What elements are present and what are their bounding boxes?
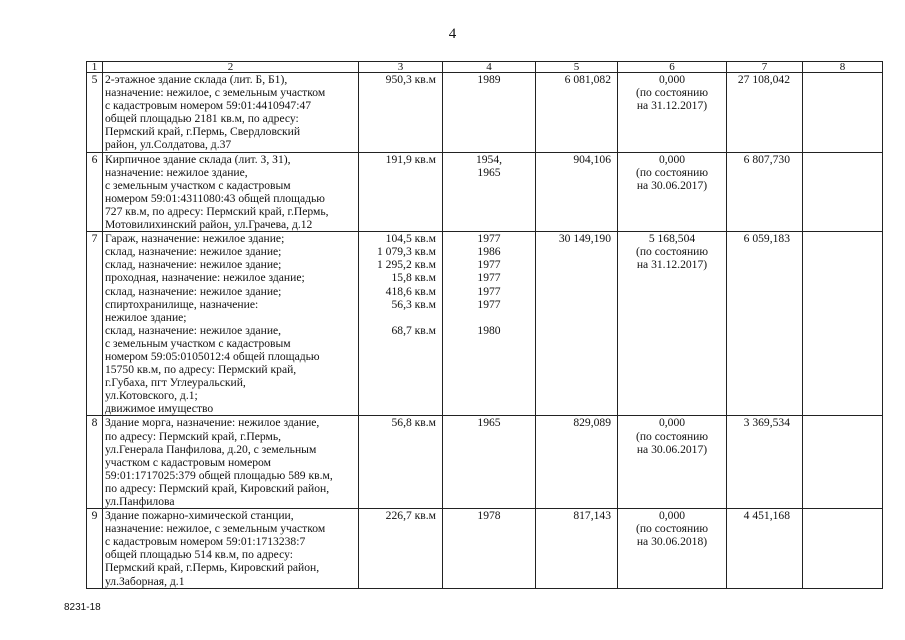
status-cell: [618, 232, 727, 416]
cell-line: 0,000: [658, 152, 686, 166]
cell-line: склад, назначение: нежилое здание;: [105, 245, 282, 259]
property-table: [86, 61, 883, 589]
cell-line: 191,9 кв.м: [385, 152, 436, 166]
cell-line: с кадастровым номером 59:01:1713238:7: [105, 535, 306, 549]
row-number: 6: [87, 152, 103, 232]
cell-line: на 30.06.2018): [636, 535, 708, 549]
cell-line: район, ул.Солдатова, д.37: [105, 138, 232, 152]
cell-line: проходная, назначение: нежилое здание;: [105, 271, 305, 285]
cell-line: 0,000: [658, 509, 686, 523]
cell-line: 5 168,504: [648, 232, 696, 246]
row-number: 7: [87, 232, 103, 416]
cell-line: ул.Котовского, д.1;: [105, 389, 198, 403]
page-number: 4: [448, 26, 457, 42]
amount-cell: [727, 509, 803, 589]
cell-line: 6 059,183: [743, 232, 790, 246]
cell-line: 1977: [477, 297, 501, 311]
year-cell: [443, 232, 536, 416]
value-cell: [536, 509, 618, 589]
cell-line: (по состоянию: [635, 165, 709, 179]
cell-line: на 30.06.2017): [636, 442, 708, 456]
cell-line: Гараж, назначение: нежилое здание;: [105, 232, 285, 246]
area-cell: [359, 416, 443, 509]
cell-line: Пермский край, г.Пермь, Свердловский: [105, 125, 301, 139]
empty-cell: [803, 232, 883, 416]
value-cell: [536, 73, 618, 153]
column-number: 6: [618, 62, 727, 73]
cell-line: Здание пожарно-химической станции,: [105, 509, 294, 523]
year-cell: [443, 152, 536, 232]
cell-line: (по состоянию: [635, 245, 709, 259]
property-description: [103, 232, 359, 416]
cell-line: 68,7 кв.м: [391, 323, 436, 337]
cell-line: 15,8 кв.м: [391, 271, 436, 285]
cell-line: 727 кв.м, по адресу: Пермский край, г.Пермь,: [105, 204, 329, 218]
amount-cell: [727, 232, 803, 416]
cell-line: 1965: [477, 416, 501, 430]
cell-line: склад, назначение: нежилое здание;: [105, 258, 282, 272]
amount-cell: [727, 152, 803, 232]
property-description: [103, 509, 359, 589]
table-row: [87, 232, 883, 416]
cell-line: движимое имущество: [105, 402, 214, 416]
cell-line: ул.Генерала Панфилова, д.20, с земельным: [105, 442, 317, 456]
table-row: [87, 73, 883, 153]
cell-line: 56,8 кв.м: [391, 416, 436, 430]
status-cell: [618, 509, 727, 589]
row-number: 9: [87, 509, 103, 589]
area-cell: [359, 232, 443, 416]
column-number: 2: [103, 62, 359, 73]
cell-line: 6 081,082: [564, 73, 611, 86]
cell-line: на 31.12.2017): [636, 258, 708, 272]
cell-line: 30 149,190: [558, 232, 611, 246]
cell-line: 59:01:1717025:379 общей площадью 589 кв.м,: [105, 468, 333, 482]
cell-line: 3 369,534: [743, 416, 790, 430]
value-cell: [536, 152, 618, 232]
cell-line: Мотовилихинский район, ул.Грачева, д.12: [105, 218, 313, 232]
area-cell: [359, 152, 443, 232]
column-number: 7: [727, 62, 803, 73]
cell-line: 27 108,042: [737, 73, 790, 86]
value-cell: [536, 416, 618, 509]
cell-line: склад, назначение: нежилое здание,: [105, 323, 282, 337]
cell-line: г.Губаха, пгт Углеуральский,: [105, 376, 246, 390]
cell-line: склад, назначение: нежилое здание;: [105, 284, 282, 298]
cell-line: номером 59:05:0105012:4 общей площадью: [105, 349, 320, 363]
status-cell: [618, 416, 727, 509]
column-number: 4: [443, 62, 536, 73]
cell-line: 904,106: [573, 152, 611, 166]
table-row: [87, 509, 883, 589]
cell-line: назначение: нежилое, с земельным участком: [105, 86, 326, 100]
cell-line: Пермский край, г.Пермь, Кировский район,: [105, 561, 320, 575]
year-cell: [443, 73, 536, 153]
empty-cell: [803, 152, 883, 232]
cell-line: 226,7 кв.м: [385, 509, 436, 523]
cell-line: 56,3 кв.м: [391, 297, 436, 311]
empty-cell: [803, 73, 883, 153]
column-number: 1: [87, 62, 103, 73]
column-number: 8: [803, 62, 883, 73]
table-row: [87, 152, 883, 232]
cell-line: 6 807,730: [743, 152, 790, 166]
cell-line: с земельным участком с кадастровым: [105, 336, 291, 350]
cell-line: 2-этажное здание склада (лит. Б, Б1),: [105, 73, 288, 86]
area-cell: [359, 509, 443, 589]
row-number: 8: [87, 416, 103, 509]
amount-cell: [727, 416, 803, 509]
cell-line: 418,6 кв.м: [385, 284, 436, 298]
cell-line: 1977: [477, 232, 501, 246]
empty-cell: [803, 416, 883, 509]
cell-line: 1 079,3 кв.м: [376, 245, 436, 259]
cell-line: спиртохранилище, назначение:: [105, 297, 259, 311]
cell-line: назначение: нежилое здание,: [105, 165, 248, 179]
cell-line: по адресу: Пермский край, Кировский район,: [105, 481, 330, 495]
cell-line: 1977: [477, 271, 501, 285]
property-description: [103, 73, 359, 153]
cell-line: общей площадью 514 кв.м, по адресу:: [105, 548, 293, 562]
cell-line: 1989: [477, 73, 501, 86]
value-cell: [536, 232, 618, 416]
document-code: 8231-18: [64, 602, 101, 613]
cell-line: 1977: [477, 284, 501, 298]
cell-line: участком с кадастровым номером: [105, 455, 271, 469]
amount-cell: [727, 73, 803, 153]
cell-line: [445, 311, 533, 324]
cell-line: 1986: [477, 245, 501, 259]
cell-line: 829,089: [573, 416, 611, 430]
cell-line: назначение: нежилое, с земельным участком: [105, 522, 326, 536]
cell-line: 1977: [477, 258, 501, 272]
cell-line: 1 295,2 кв.м: [376, 258, 436, 272]
cell-line: 0,000: [658, 416, 686, 430]
property-description: [103, 152, 359, 232]
column-number: 3: [359, 62, 443, 73]
cell-line: Кирпичное здание склада (лит. З, З1),: [105, 152, 291, 166]
cell-line: 0,000: [658, 73, 686, 86]
cell-line: по адресу: Пермский край, г.Пермь,: [105, 429, 282, 443]
cell-line: 1980: [477, 323, 501, 337]
cell-line: с кадастровым номером 59:01:4410947:47: [105, 99, 312, 113]
cell-line: Здание морга, назначение: нежилое здание,: [105, 416, 320, 430]
column-number: 5: [536, 62, 618, 73]
cell-line: (по состоянию: [635, 86, 709, 100]
cell-line: (по состоянию: [635, 522, 709, 536]
cell-line: с земельным участком с кадастровым: [105, 178, 291, 192]
year-cell: [443, 416, 536, 509]
cell-line: 1965: [477, 165, 501, 179]
cell-line: ул.Заборная, д.1: [105, 574, 185, 588]
cell-line: 1954,: [475, 152, 503, 166]
cell-line: на 31.12.2017): [636, 99, 708, 113]
status-cell: [618, 152, 727, 232]
year-cell: [443, 509, 536, 589]
table-row: [87, 416, 883, 509]
cell-line: 1978: [477, 509, 501, 523]
cell-line: 4 451,168: [743, 509, 790, 523]
cell-line: на 30.06.2017): [636, 178, 708, 192]
cell-line: 950,3 кв.м: [385, 73, 436, 86]
cell-line: 817,143: [573, 509, 611, 523]
empty-cell: [803, 509, 883, 589]
column-number-row: [87, 62, 883, 73]
cell-line: [361, 311, 436, 324]
cell-line: общей площадью 2181 кв.м, по адресу:: [105, 112, 299, 126]
property-description: [103, 416, 359, 509]
status-cell: [618, 73, 727, 153]
cell-line: нежилое здание;: [105, 310, 187, 324]
cell-line: 104,5 кв.м: [385, 232, 436, 246]
cell-line: ул.Панфилова: [105, 495, 175, 508]
cell-line: (по состоянию: [635, 429, 709, 443]
row-number: 5: [87, 73, 103, 153]
cell-line: 15750 кв.м, по адресу: Пермский край,: [105, 363, 297, 377]
area-cell: [359, 73, 443, 153]
cell-line: номером 59:01:4311080:43 общей площадью: [105, 191, 325, 205]
